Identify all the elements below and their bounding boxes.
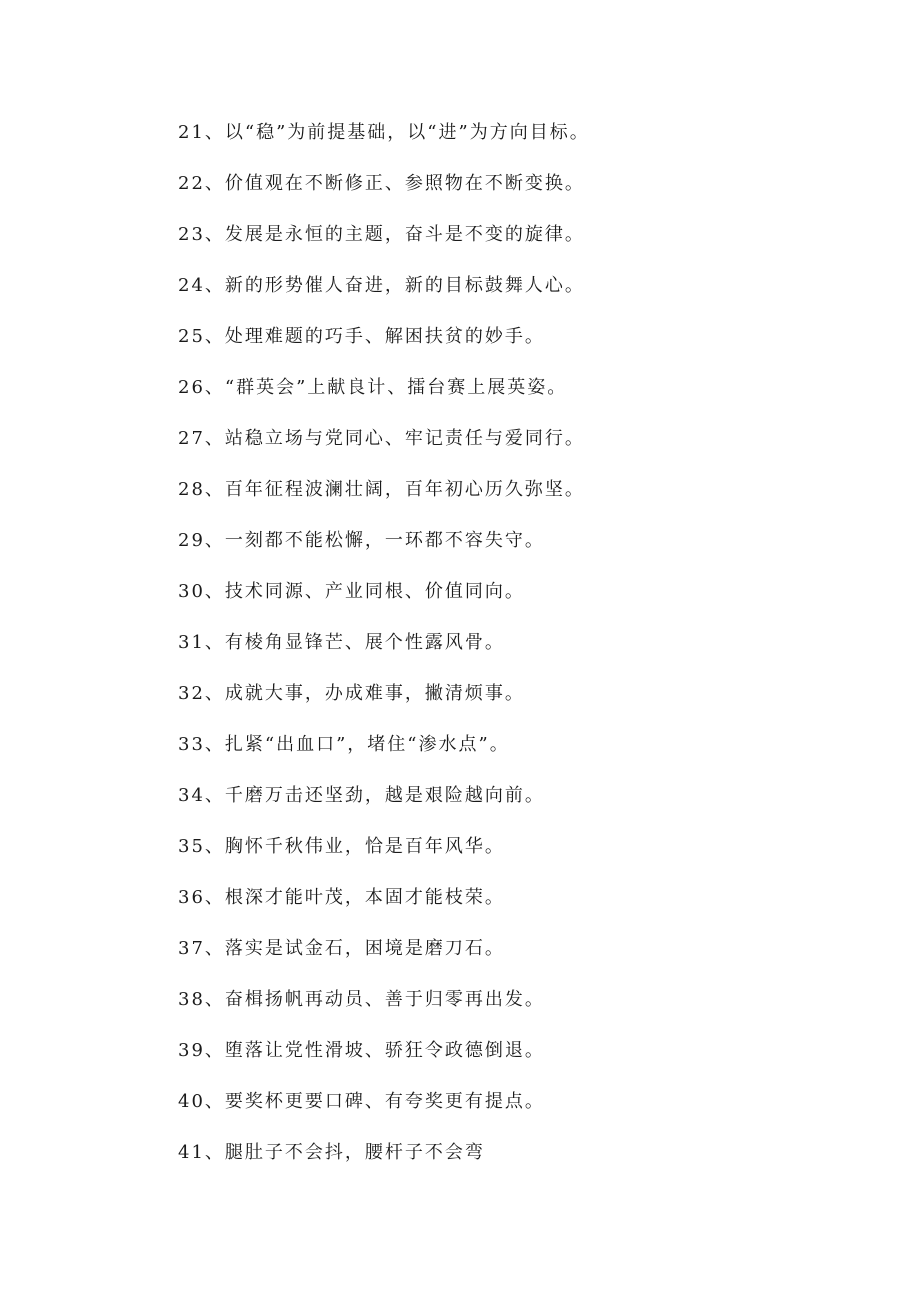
slogan-line-25: 25、处理难题的巧手、解困扶贫的妙手。 bbox=[178, 326, 545, 347]
slogan-line-24: 24、新的形势催人奋进，新的目标鼓舞人心。 bbox=[178, 275, 585, 296]
slogan-line-22: 22、价值观在不断修正、参照物在不断变换。 bbox=[178, 173, 585, 194]
slogan-line-37: 37、落实是试金石，困境是磨刀石。 bbox=[178, 938, 505, 959]
slogan-line-30: 30、技术同源、产业同根、价值同向。 bbox=[178, 581, 525, 602]
slogan-line-36: 36、根深才能叶茂，本固才能枝荣。 bbox=[178, 887, 505, 908]
slogan-line-23: 23、发展是永恒的主题，奋斗是不变的旋律。 bbox=[178, 224, 585, 245]
slogan-line-21: 21、以“稳”为前提基础，以“进”为方向目标。 bbox=[178, 122, 590, 143]
slogan-line-31: 31、有棱角显锋芒、展个性露风骨。 bbox=[178, 632, 505, 653]
slogan-line-40: 40、要奖杯更要口碑、有夸奖更有提点。 bbox=[178, 1091, 545, 1112]
slogan-line-35: 35、胸怀千秋伟业，恰是百年风华。 bbox=[178, 836, 505, 857]
slogan-line-39: 39、堕落让党性滑坡、骄狂令政德倒退。 bbox=[178, 1040, 545, 1061]
slogan-line-34: 34、千磨万击还坚劲，越是艰险越向前。 bbox=[178, 785, 545, 806]
slogan-line-28: 28、百年征程波澜壮阔，百年初心历久弥坚。 bbox=[178, 479, 585, 500]
slogan-line-27: 27、站稳立场与党同心、牢记责任与爱同行。 bbox=[178, 428, 585, 449]
slogan-line-29: 29、一刻都不能松懈，一环都不容失守。 bbox=[178, 530, 545, 551]
slogan-line-32: 32、成就大事，办成难事，撇清烦事。 bbox=[178, 683, 525, 704]
slogan-line-26: 26、“群英会”上献良计、擂台赛上展英姿。 bbox=[178, 377, 568, 398]
slogan-line-33: 33、扎紧“出血口”，堵住“渗水点”。 bbox=[178, 734, 510, 755]
slogan-line-38: 38、奋楫扬帆再动员、善于归零再出发。 bbox=[178, 989, 545, 1010]
slogan-line-41: 41、腿肚子不会抖，腰杆子不会弯 bbox=[178, 1142, 485, 1163]
slogan-list bbox=[178, 117, 590, 1188]
